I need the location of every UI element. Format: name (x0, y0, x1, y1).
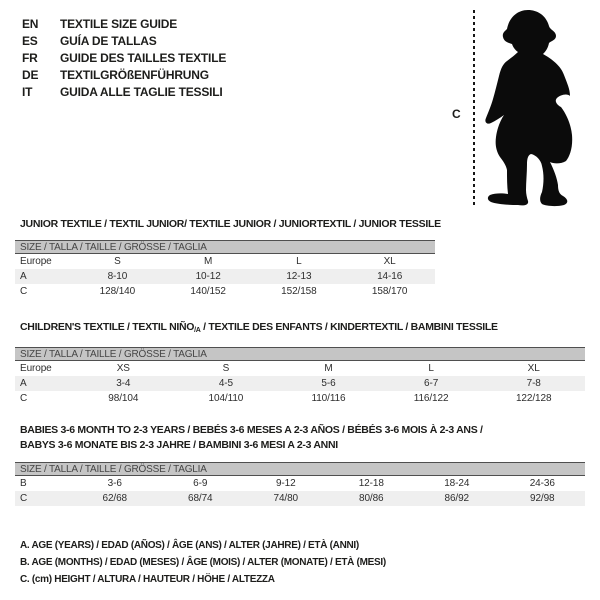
cell: 18-24 (444, 478, 470, 489)
table-row-height (15, 491, 585, 506)
cell: 62/68 (102, 493, 128, 504)
cell: 3-6 (107, 478, 122, 489)
children-section-title (20, 320, 498, 338)
cell: 68/74 (187, 493, 213, 504)
cell: M (204, 256, 213, 267)
footnote-a: A. AGE (YEARS) / EDAD (AÑOS) / ÂGE (ANS) / ALTER (JAHRE) / ETÀ (ANNI) (20, 540, 359, 551)
title-part: CHILDREN'S TEXTILE / TEXTIL NIÑO (20, 321, 195, 333)
lang-code: DE (22, 68, 39, 82)
cell: M (324, 363, 333, 374)
cell: L (428, 363, 434, 374)
table-row-europe (15, 254, 435, 269)
lang-row-en (22, 16, 226, 33)
cell: 6-7 (424, 378, 439, 389)
table-header-bar: SIZE / TALLA / TAILLE / GRÖSSE / TAGLIA (15, 347, 585, 361)
table-row-age-months (15, 476, 585, 491)
cell: S (114, 256, 121, 267)
cell: 128/140 (99, 286, 136, 297)
row-label: Europe (20, 363, 52, 374)
lang-title: GUÍA DE TALLAS (60, 34, 157, 48)
cell: XS (116, 363, 130, 374)
junior-section-title: JUNIOR TEXTILE / TEXTIL JUNIOR/ TEXTILE JUNIOR / JUNIORTEXTIL / JUNIOR TESSILE (20, 218, 441, 230)
cell: 110/116 (311, 393, 346, 404)
row-label: C (20, 286, 28, 297)
cell: 8-10 (107, 271, 128, 282)
lang-title: GUIDA ALLE TAGLIE TESSILI (60, 85, 223, 99)
cell: 10-12 (195, 271, 221, 282)
table-row-age (15, 376, 585, 391)
cell: 80/86 (358, 493, 384, 504)
lang-title: GUIDE DES TAILLES TEXTILE (60, 51, 227, 65)
footnotes (20, 537, 386, 588)
footnote-c: C. (cm) HEIGHT / ALTURA / HAUTEUR / HÖHE / ALTEZZA (20, 574, 275, 585)
row-label: C (20, 493, 28, 504)
cell: 140/152 (190, 286, 226, 297)
cell: 152/158 (281, 286, 317, 297)
cell: 4-5 (218, 378, 233, 389)
babies-section-title (20, 423, 483, 453)
table-row-height (15, 391, 585, 406)
title-subscript: /A (194, 327, 201, 334)
row-label: B (20, 478, 27, 489)
cell: 116/122 (413, 393, 449, 404)
cell: 122/128 (515, 393, 552, 404)
cell: 5-6 (321, 378, 336, 389)
cell: 158/170 (371, 286, 408, 297)
cell: 104/110 (208, 393, 244, 404)
lang-row-it (22, 84, 226, 101)
table-row-europe (15, 361, 585, 376)
table-row-age (15, 269, 435, 284)
lang-row-fr (22, 50, 226, 67)
cell: 92/98 (529, 493, 555, 504)
title-line: BABIES 3-6 MONTH TO 2-3 YEARS / BEBÉS 3-6 MESES A 2-3 AÑOS / BÉBÉS 3-6 MOIS À 2-3 ANS / (20, 424, 483, 436)
row-label: A (20, 378, 27, 389)
cell: XL (527, 363, 540, 374)
cell: 98/104 (108, 393, 139, 404)
cell: 14-16 (377, 271, 403, 282)
table-row-height (15, 284, 435, 299)
lang-code: EN (22, 17, 39, 31)
table-header-bar: SIZE / TALLA / TAILLE / GRÖSSE / TAGLIA (15, 462, 585, 476)
height-measure-dashed-line (473, 10, 475, 207)
cell: 12-18 (358, 478, 384, 489)
cell: 3-4 (116, 378, 131, 389)
cell: 7-8 (526, 378, 541, 389)
junior-size-table (15, 240, 435, 299)
children-size-table (15, 347, 585, 406)
lang-title: TEXTILE SIZE GUIDE (60, 17, 178, 31)
cell: L (296, 256, 302, 267)
language-header (22, 16, 226, 101)
row-label: A (20, 271, 27, 282)
lang-code: FR (22, 51, 38, 65)
height-measure-label: C (452, 107, 461, 121)
cell: 74/80 (273, 493, 299, 504)
title-line: BABYS 3-6 MONATE BIS 2-3 JAHRE / BAMBINI 3-6 MESI A 2-3 ANNI (20, 439, 338, 451)
lang-row-de (22, 67, 226, 84)
lang-title: TEXTILGRÖßENFÜHRUNG (60, 68, 209, 82)
cell: 12-13 (286, 271, 312, 282)
title-part: / TEXTILE DES ENFANTS / KINDERTEXTIL / BAMBINI TESSILE (200, 321, 498, 333)
cell: 86/92 (444, 493, 470, 504)
babies-size-table (15, 462, 585, 506)
cell: XL (383, 256, 396, 267)
cell: 9-12 (275, 478, 296, 489)
baby-silhouette-image (482, 4, 596, 208)
lang-row-es (22, 33, 226, 50)
row-label: Europe (20, 256, 52, 267)
lang-code: IT (22, 85, 33, 99)
row-label: C (20, 393, 28, 404)
table-header-bar: SIZE / TALLA / TAILLE / GRÖSSE / TAGLIA (15, 240, 435, 254)
lang-code: ES (22, 34, 38, 48)
cell: 6-9 (193, 478, 208, 489)
cell: 24-36 (529, 478, 555, 489)
footnote-b: B. AGE (MONTHS) / EDAD (MESES) / ÂGE (MOIS) / ALTER (MONATE) / ETÀ (MESI) (20, 557, 386, 568)
cell: S (222, 363, 230, 374)
